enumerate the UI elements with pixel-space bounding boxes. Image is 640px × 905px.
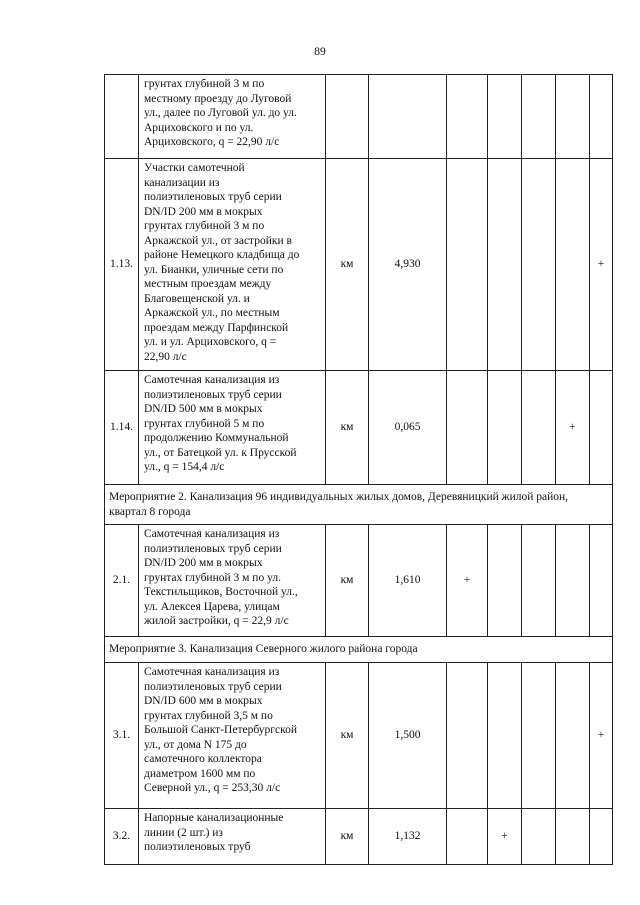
item-quantity: 4,930 (369, 159, 447, 371)
item-year-mark (488, 663, 522, 809)
item-description (139, 663, 326, 809)
item-unit: км (326, 525, 369, 637)
item-year-mark: + (447, 525, 488, 637)
item-description-text: Самотечная канализация из полиэтиленовых труб серии DN/ID 600 мм в мокрых грунтах глубиной 3,5 м по Большой Санкт-Петербургской ул., от дома N 175 до самотечного коллектора диаметром 1600 мм по Северной ул., q = 253,30 л/с (144, 666, 297, 794)
item-year-mark (522, 159, 556, 371)
item-year-mark (556, 159, 590, 371)
item-year-mark: + (556, 371, 590, 485)
item-year-mark: + (488, 809, 522, 865)
item-description-text: грунтах глубиной 3 м по местному проезду до Луговой ул., далее по Луговой ул. до ул. Арциховского и по ул. Арциховского, q = 22,90 л/с (144, 78, 297, 148)
item-description (139, 525, 326, 637)
table-row (105, 159, 613, 371)
item-year-mark (447, 371, 488, 485)
item-year-mark (447, 75, 488, 159)
table-row (105, 663, 613, 809)
item-year-mark (522, 663, 556, 809)
item-year-mark (488, 159, 522, 371)
section-row (105, 485, 613, 525)
item-year-mark (522, 525, 556, 637)
item-number: 1.13. (105, 159, 139, 371)
item-year-mark (556, 75, 590, 159)
item-description (139, 371, 326, 485)
item-unit: км (326, 371, 369, 485)
item-year-mark (447, 663, 488, 809)
item-description (139, 159, 326, 371)
item-description-text: Участки самотечной канализации из полиэтиленовых труб серии DN/ID 200 мм в мокрых грунтах глубиной 3 м по Аркажской ул., от застройки в районе Немецкого кладбища до ул. Бианки, уличные сети по местным проездам между Благовещенской ул. и Аркажской ул., по местным проездам между Парфинской ул. и ул. Арциховского, q = 22,90 л/с (144, 162, 300, 363)
item-unit: км (326, 663, 369, 809)
item-year-mark (447, 809, 488, 865)
item-quantity: 1,132 (369, 809, 447, 865)
table-row (105, 75, 613, 159)
item-description (139, 75, 326, 159)
item-year-mark (556, 809, 590, 865)
page-number: 89 (314, 46, 326, 58)
item-quantity (369, 75, 447, 159)
item-number (105, 75, 139, 159)
item-quantity: 1,610 (369, 525, 447, 637)
item-year-mark (447, 159, 488, 371)
item-description-text: Самотечная канализация из полиэтиленовых труб серии DN/ID 500 мм в мокрых грунтах глубиной 5 м по продолжению Коммунальной ул., от Батецкой ул. к Прусской ул., q = 154,4 л/с (144, 374, 297, 473)
item-description (139, 809, 326, 865)
item-year-mark (488, 75, 522, 159)
table-row (105, 809, 613, 865)
item-number: 1.14. (105, 371, 139, 485)
section-title: Мероприятие 2. Канализация 96 индивидуальных жилых домов, Деревяницкий жилой район, квартал 8 города (105, 485, 613, 525)
item-unit: км (326, 809, 369, 865)
item-unit (326, 75, 369, 159)
item-description-text: Напорные канализационные линии (2 шт.) из полиэтиленовых труб (144, 812, 284, 853)
item-number: 3.2. (105, 809, 139, 865)
table-row (105, 371, 613, 485)
works-table (104, 74, 613, 865)
item-year-mark: + (590, 663, 613, 809)
item-quantity: 0,065 (369, 371, 447, 485)
item-quantity: 1,500 (369, 663, 447, 809)
item-year-mark (488, 525, 522, 637)
item-year-mark (522, 371, 556, 485)
item-year-mark (556, 525, 590, 637)
item-unit: км (326, 159, 369, 371)
item-year-mark (522, 809, 556, 865)
item-year-mark (590, 371, 613, 485)
section-row (105, 637, 613, 663)
section-title: Мероприятие 3. Канализация Северного жилого района города (105, 637, 613, 663)
item-year-mark (556, 663, 590, 809)
item-year-mark (590, 75, 613, 159)
item-year-mark (590, 809, 613, 865)
item-number: 3.1. (105, 663, 139, 809)
item-description-text: Самотечная канализация из полиэтиленовых труб серии DN/ID 200 мм в мокрых грунтах глубиной 3 м по ул. Текстильщиков, Восточной ул., ул. Алексея Царева, улицам жилой застройки, q = 22,9 л/с (144, 528, 298, 627)
item-year-mark (522, 75, 556, 159)
table-body (105, 75, 613, 865)
item-year-mark (488, 371, 522, 485)
item-year-mark (590, 525, 613, 637)
table-row (105, 525, 613, 637)
item-year-mark: + (590, 159, 613, 371)
item-number: 2.1. (105, 525, 139, 637)
